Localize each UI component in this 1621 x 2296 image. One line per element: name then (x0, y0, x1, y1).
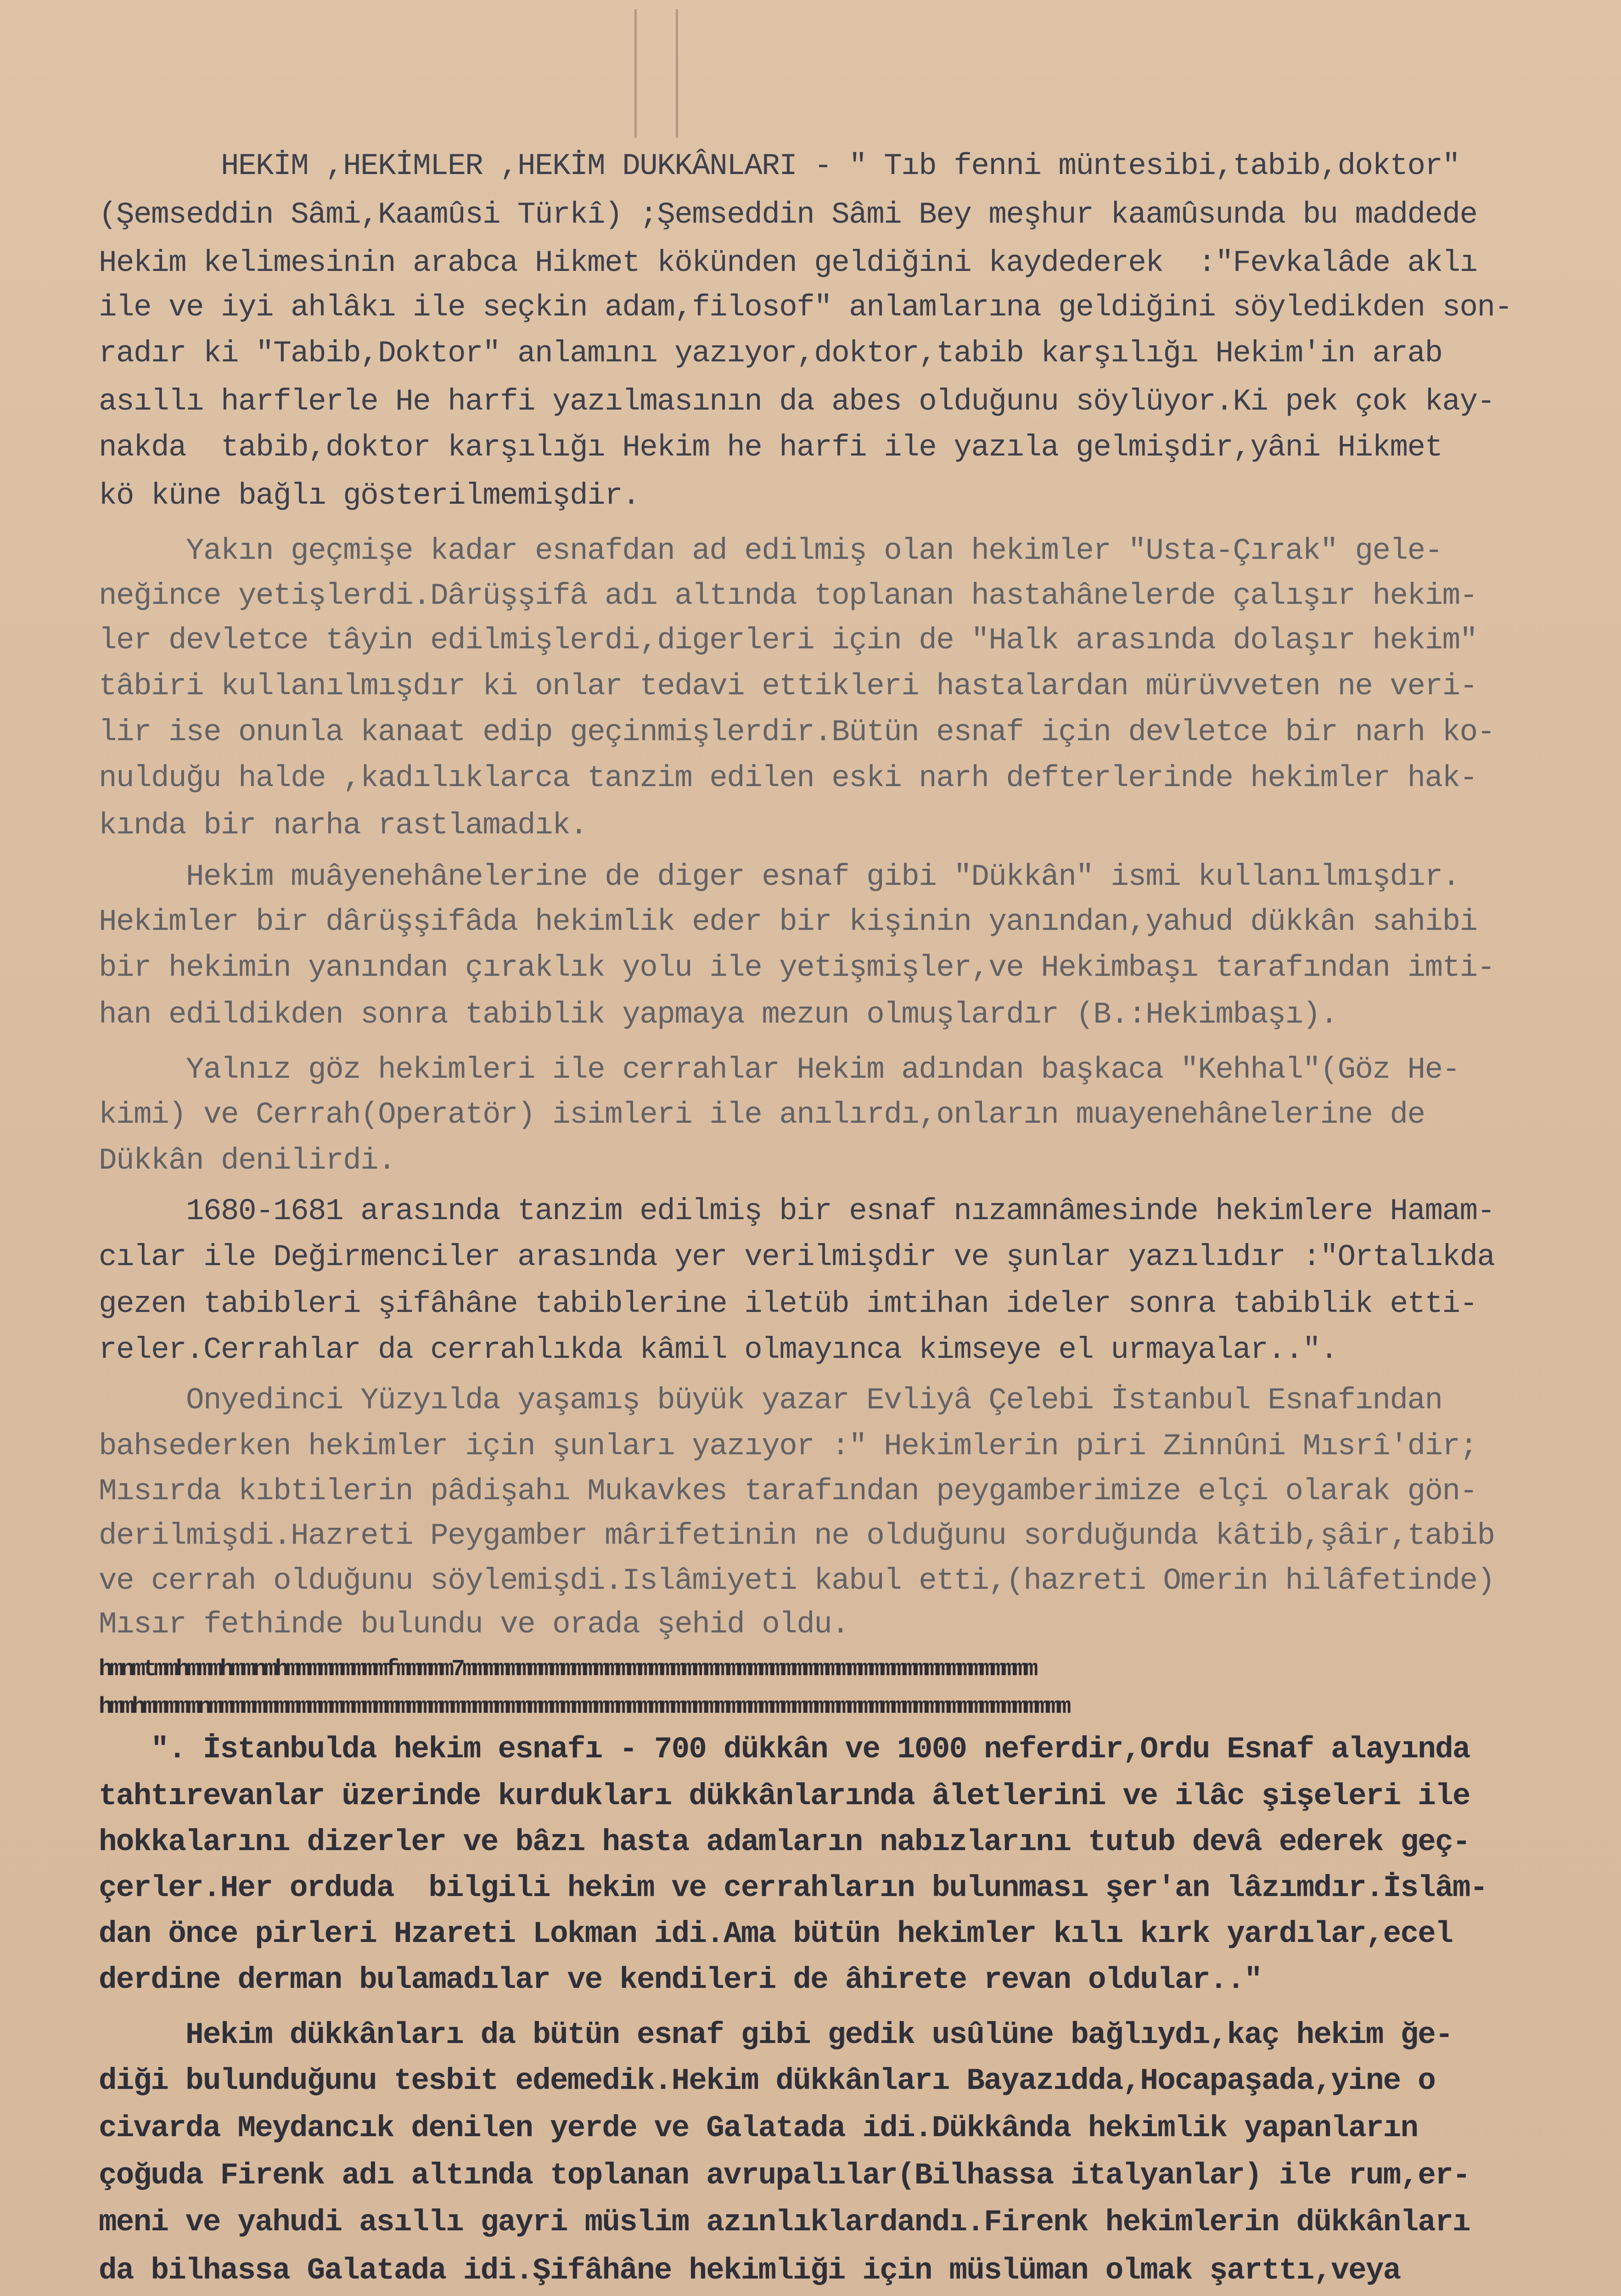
text-line: meni ve yahudi asıllı gayri müslim azınlıklardandı.Firenk hekimlerin dükkânları (99, 2205, 1470, 2240)
text-line: hokkalarını dizerler ve bâzı hasta adamların nabızlarını tutub devâ ederek geç- (99, 1825, 1470, 1859)
text-line: Hekimler bir dârüşşifâda hekimlik eder bir kişinin yanından,yahud dükkân sahibi (99, 905, 1477, 939)
text-line: ". İstanbulda hekim esnafı - 700 dükkân ve 1000 neferdir,Ordu Esnaf alayında (99, 1732, 1470, 1767)
struck-out-line: hmnmtmmhmmmhmmnmhmmmmmmmmmfmmmmm7mmmmmmmmmmmmmmmmmmmmmmmmmmmmmmmmmmmmmmmmmmmmmmmmmmmm (99, 1657, 1036, 1683)
text-line: reler.Cerrahlar da cerrahlıkda kâmil olmayınca kimseye el urmayalar..". (99, 1333, 1338, 1367)
text-line: ile ve iyi ahlâkı ile seçkin adam,filosof" anlamlarına geldiğini söyledikden son- (99, 290, 1512, 325)
text-line: diği bulunduğunu tesbit edemedik.Hekim dükkânları Bayazıdda,Hocapaşada,yine o (99, 2064, 1436, 2098)
text-line: nakda tabib,doktor karşılığı Hekim he harfi ile yazıla gelmişdir,yâni Hikmet (99, 430, 1442, 465)
text-line: kö küne bağlı gösterilmemişdir. (99, 478, 640, 513)
text-line: derilmişdi.Hazreti Peygamber mârifetinin ne olduğunu sorduğunda kâtib,şâir,tabib (99, 1519, 1495, 1553)
paper-fold-mark-right (676, 9, 678, 138)
text-line: radır ki "Tabib,Doktor" anlamını yazıyor,doktor,tabib karşılığı Hekim'in arab (99, 336, 1442, 371)
text-line: HEKİM ,HEKİMLER ,HEKİM DUKKÂNLARI - " Tıb fenni müntesibi,tabib,doktor" (99, 149, 1460, 183)
text-line: çerler.Her orduda bilgili hekim ve cerrahların bulunması şer'an lâzımdır.İslâm- (99, 1871, 1487, 1905)
text-line: (Şemseddin Sâmi,Kaamûsi Türkî) ;Şemseddin Sâmi Bey meşhur kaamûsunda bu maddede (99, 197, 1477, 232)
text-line: bahsederken hekimler için şunları yazıyor :" Hekimlerin piri Zinnûni Mısrî'dir; (99, 1429, 1477, 1463)
text-line: cılar ile Değirmenciler arasında yer verilmişdir ve şunlar yazılıdır :"Ortalıkda (99, 1240, 1495, 1274)
text-line: Hekim dükkânları da bütün esnaf gibi gedik usûlüne bağlıydı,kaç hekim ğe- (99, 2018, 1453, 2052)
text-line: da bilhassa Galatada idi.Şifâhâne hekimliği için müslüman olmak şarttı,veya (99, 2253, 1401, 2288)
struck-out-line: hmmhmmmmmnmmmmmmmmmmmmmmmmmmmmmmmmmmmmmmmmmmmmmmmmmmmmmmmmmmmmmmmmmmmmmmmmmmmmmmmmmmmmmm (99, 1694, 1069, 1720)
text-line: derdine derman bulamadılar ve kendileri de âhirete revan oldular.." (99, 1963, 1262, 1997)
text-line: civarda Meydancık denilen yerde ve Galatada idi.Dükkânda hekimlik yapanların (99, 2111, 1418, 2145)
text-line: çoğuda Firenk adı altında toplanan avrupalılar(Bilhassa italyanlar) ile rum,er- (99, 2158, 1470, 2193)
paper-fold-mark-left (634, 9, 637, 138)
text-line: kında bir narha rastlamadık. (99, 808, 588, 843)
text-line: lir ise onunla kanaat edip geçinmişlerdir.Bütün esnaf için devletce bir narh ko- (99, 715, 1495, 749)
text-line: Yalnız göz hekimleri ile cerrahlar Hekim adından başkaca "Kehhal"(Göz He- (99, 1052, 1460, 1087)
text-line: dan önce pirleri Hzareti Lokman idi.Ama bütün hekimler kılı kırk yardılar,ecel (99, 1917, 1453, 1951)
text-line: Mısırda kıbtilerin pâdişahı Mukavkes tarafından peygamberimize elçi olarak gön- (99, 1474, 1477, 1508)
text-line: Yakın geçmişe kadar esnafdan ad edilmiş olan hekimler "Usta-Çırak" gele- (99, 534, 1442, 568)
text-line: Hekim kelimesinin arabca Hikmet kökünden geldiğini kaydederek :"Fevkalâde aklı (99, 246, 1477, 280)
text-line: Hekim muâyenehânelerine de diger esnaf gibi "Dükkân" ismi kullanılmışdır. (99, 860, 1460, 894)
text-line: kimi) ve Cerrah(Operatör) isimleri ile anılırdı,onların muayenehânelerine de (99, 1097, 1425, 1132)
text-line: Onyedinci Yüzyılda yaşamış büyük yazar Evliyâ Çelebi İstanbul Esnafından (99, 1383, 1442, 1418)
text-line: bir hekimin yanından çıraklık yolu ile yetişmişler,ve Hekimbaşı tarafından imti- (99, 951, 1495, 985)
text-line: tâbiri kullanılmışdır ki onlar tedavi ettikleri hastalardan mürüvveten ne veri- (99, 669, 1477, 703)
text-line: gezen tabibleri şifâhâne tabiblerine iletüb imtihan ideler sonra tabiblik etti- (99, 1287, 1477, 1321)
text-line: Mısır fethinde bulundu ve orada şehid oldu. (99, 1607, 849, 1642)
text-line: tahtırevanlar üzerinde kurdukları dükkânlarında âletlerini ve ilâc şişeleri ile (99, 1779, 1470, 1813)
text-line: neğince yetişlerdi.Dârüşşifâ adı altında toplanan hastahânelerde çalışır hekim- (99, 579, 1477, 613)
text-line: asıllı harflerle He harfi yazılmasının da abes olduğunu söylüyor.Ki pek çok kay- (99, 384, 1495, 419)
text-line: nulduğu halde ,kadılıklarca tanzim edilen eski narh defterlerinde hekimler hak- (99, 761, 1477, 795)
text-line: 1680-1681 arasında tanzim edilmiş bir esnaf nızamnâmesinde hekimlere Hamam- (99, 1194, 1495, 1228)
text-line: ler devletce tâyin edilmişlerdi,digerleri için de "Halk arasında dolaşır hekim" (99, 623, 1477, 658)
text-line: Dükkân denilirdi. (99, 1143, 396, 1178)
text-line: han edildikden sonra tabiblik yapmaya mezun olmuşlardır (B.:Hekimbaşı). (99, 997, 1338, 1032)
text-line: ve cerrah olduğunu söylemişdi.Islâmiyeti kabul etti,(hazreti Omerin hilâfetinde) (99, 1564, 1495, 1598)
